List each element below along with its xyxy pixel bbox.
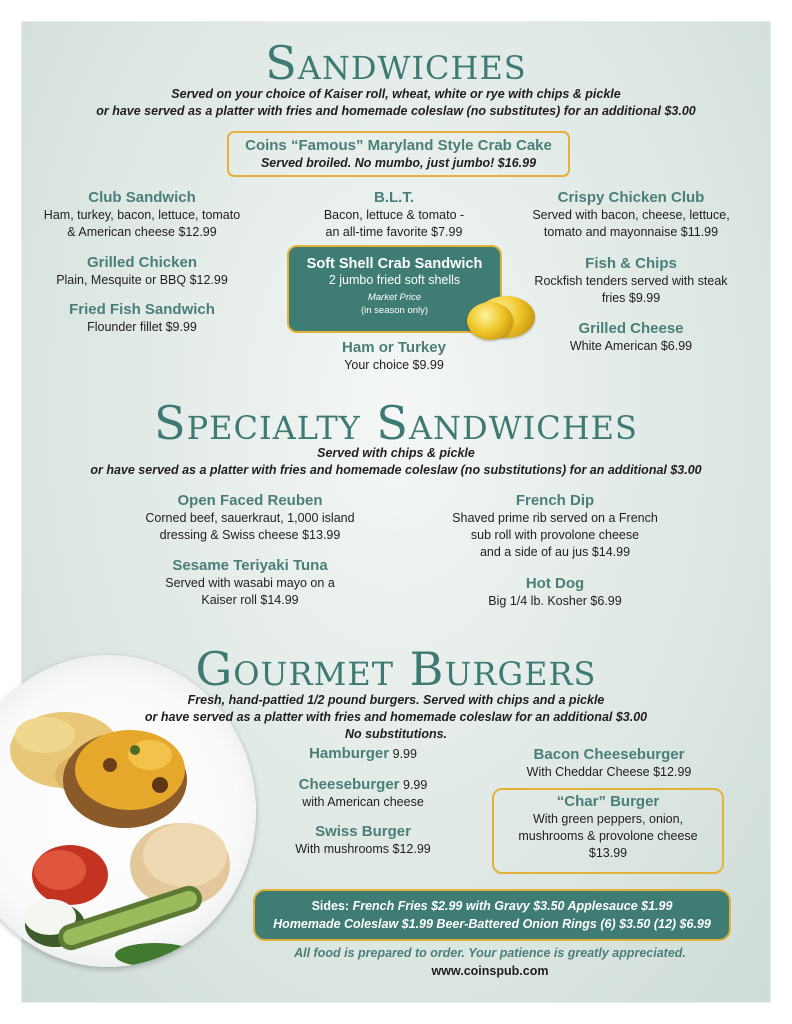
menu-item xyxy=(517,254,745,307)
featured-crab-cake xyxy=(227,136,570,172)
item-desc: With mushrooms $12.99 xyxy=(295,842,431,856)
item-name: B.L.T. xyxy=(374,189,414,206)
item-desc: Served with wasabi mayo on a xyxy=(165,576,335,590)
item-name: Grilled Chicken xyxy=(86,254,198,271)
footer-notice: All food is prepared to order. Your patience is greatly appreciated. xyxy=(294,946,686,960)
sandwiches-intro xyxy=(0,86,792,120)
menu-item xyxy=(415,574,695,610)
item-name: Hot Dog xyxy=(525,575,585,592)
item-desc: Flounder fillet $9.99 xyxy=(87,320,197,334)
item-name: French Dip xyxy=(515,492,595,509)
item-desc: sub roll with provolone cheese xyxy=(470,528,640,542)
item-price: 9.99 xyxy=(403,778,428,792)
item-desc: Shaved prime rib served on a French xyxy=(452,511,658,525)
sandwiches-intro-line: or have served as a platter with fries and homemade coleslaw (no substitutes) for an additional $3.00 xyxy=(96,104,696,118)
sides-label: Sides: xyxy=(311,899,350,913)
menu-item xyxy=(268,745,458,763)
menu-item xyxy=(517,188,745,241)
sandwiches-intro-line: Served on your choice of Kaiser roll, wheat, white or rye with chips & pickle xyxy=(171,87,621,101)
menu-item xyxy=(494,792,722,862)
item-desc: $13.99 xyxy=(588,846,628,860)
menu-item xyxy=(500,745,718,781)
item-desc: Ham, turkey, bacon, lettuce, tomato xyxy=(43,208,241,222)
item-name: Ham or Turkey xyxy=(342,339,446,356)
sides-box xyxy=(253,889,731,941)
burgers-intro-line: No substitutions. xyxy=(344,727,448,741)
item-desc: Plain, Mesquite or BBQ $12.99 xyxy=(56,273,228,287)
item-price: Market Price xyxy=(367,292,422,303)
burgers-intro-line: Fresh, hand-pattied 1/2 pound burgers. Served with chips and a pickle xyxy=(187,693,605,707)
item-desc: With Cheddar Cheese $12.99 xyxy=(526,765,692,779)
menu-item xyxy=(268,776,458,811)
item-desc: tomato and mayonnaise $11.99 xyxy=(543,225,719,239)
item-desc: Bacon, lettuce & tomato - xyxy=(323,208,465,222)
item-desc: Rockfish tenders served with steak xyxy=(534,274,728,288)
item-desc: Your choice $9.99 xyxy=(344,358,444,372)
item-desc: dressing & Swiss cheese $13.99 xyxy=(159,528,341,542)
item-name: “Char” Burger xyxy=(556,793,660,810)
menu-item xyxy=(517,319,745,355)
item-desc: Corned beef, sauerkraut, 1,000 island xyxy=(145,511,355,525)
item-note: (in season only) xyxy=(360,305,429,316)
item-name: Bacon Cheeseburger xyxy=(533,746,685,763)
item-name: Soft Shell Crab Sandwich xyxy=(306,256,483,272)
item-desc: and a side of au jus $14.99 xyxy=(479,545,631,559)
menu-item xyxy=(268,822,458,858)
item-name: Fried Fish Sandwich xyxy=(69,301,215,318)
specialty-intro-line: or have served as a platter with fries and homemade coleslaw (no substitutions) for an additional $3.00 xyxy=(90,463,702,477)
sides-line xyxy=(255,897,729,915)
item-desc: mushrooms & provolone cheese xyxy=(518,829,698,843)
menu-item xyxy=(415,491,695,561)
item-desc: an all-time favorite $7.99 xyxy=(325,225,463,239)
menu-item xyxy=(110,491,390,544)
item-desc: Served broiled. No mumbo, just jumbo! $16.99 xyxy=(260,156,537,170)
specialty-intro xyxy=(0,445,792,479)
item-desc: Kaiser roll $14.99 xyxy=(201,593,299,607)
menu-item xyxy=(36,188,248,241)
item-desc: White American $6.99 xyxy=(569,339,693,353)
item-desc: fries $9.99 xyxy=(601,291,661,305)
item-name: Sesame Teriyaki Tuna xyxy=(172,557,328,574)
section-title-burgers: Gourmet Burgers xyxy=(195,642,597,696)
burgers-intro xyxy=(90,692,792,743)
item-name: Hamburger xyxy=(309,745,390,762)
item-name: Open Faced Reuben xyxy=(177,492,323,509)
sides-line: Homemade Coleslaw $1.99 Beer-Battered Onion Rings (6) $3.50 (12) $6.99 xyxy=(273,917,711,931)
menu-item xyxy=(36,300,248,336)
gold-coin-icon xyxy=(467,302,513,340)
item-name: Crispy Chicken Club xyxy=(557,189,705,206)
item-price: 9.99 xyxy=(392,747,417,761)
menu-item xyxy=(36,253,248,289)
menu-item xyxy=(290,338,498,374)
sides-text: French Fries $2.99 with Gravy $3.50 Applesauce $1.99 xyxy=(352,899,673,913)
item-desc: with American cheese xyxy=(302,795,424,809)
item-name: Cheeseburger xyxy=(298,776,400,793)
footer-website[interactable]: www.coinspub.com xyxy=(431,964,549,978)
item-desc: Big 1/4 lb. Kosher $6.99 xyxy=(488,594,622,608)
item-name: Club Sandwich xyxy=(88,189,196,206)
item-desc: & American cheese $12.99 xyxy=(67,225,217,239)
item-name: Swiss Burger xyxy=(315,823,411,840)
item-name: Grilled Cheese xyxy=(578,320,684,337)
menu-item xyxy=(290,188,498,241)
item-desc: Served with bacon, cheese, lettuce, xyxy=(532,208,730,222)
burgers-intro-line: or have served as a platter with fries and homemade coleslaw for an additional $3.00 xyxy=(144,710,648,724)
specialty-intro-line: Served with chips & pickle xyxy=(317,446,475,460)
item-name: Coins “Famous” Maryland Style Crab Cake xyxy=(245,137,552,154)
item-name: Fish & Chips xyxy=(585,255,677,272)
menu-item xyxy=(110,556,390,609)
item-desc: With green peppers, onion, xyxy=(532,812,684,826)
section-title-sandwiches: Sandwiches xyxy=(265,36,527,90)
section-title-specialty: Specialty Sandwiches xyxy=(154,396,638,450)
item-desc: 2 jumbo fried soft shells xyxy=(328,273,461,287)
